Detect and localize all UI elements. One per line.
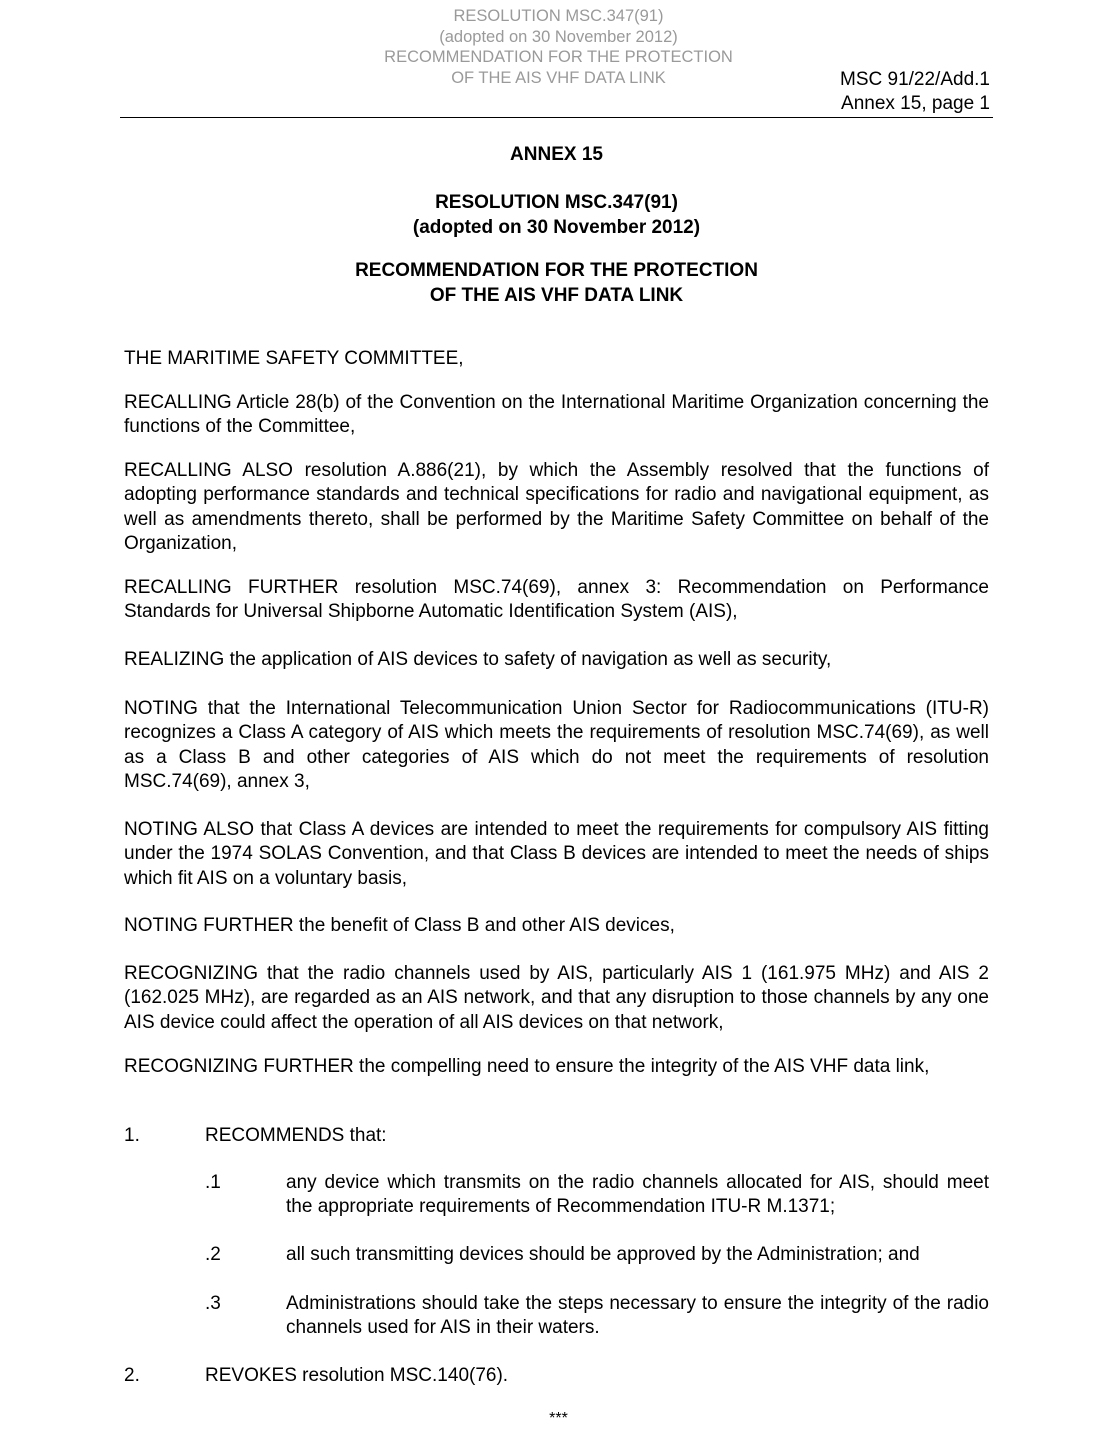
preamble-paragraph: RECALLING Article 28(b) of the Convention on the International Maritime Organization concerning the functions of the Committee, bbox=[124, 392, 989, 438]
preamble-paragraph: THE MARITIME SAFETY COMMITTEE, bbox=[124, 348, 464, 369]
resolution-heading bbox=[120, 191, 993, 240]
header-rule bbox=[120, 117, 993, 118]
end-marker: *** bbox=[549, 1410, 568, 1427]
sub-item-number: .3 bbox=[205, 1293, 221, 1314]
running-head-line: RECOMMENDATION FOR THE PROTECTION bbox=[384, 48, 733, 66]
item-number: 2. bbox=[124, 1365, 140, 1386]
title-line: OF THE AIS VHF DATA LINK bbox=[429, 284, 684, 306]
preamble-paragraph: RECALLING ALSO resolution A.886(21), by which the Assembly resolved that the functions of adopting performance standards and technical specifications for radio and navigational equipment, as well as amendments thereto, shall be performed by the Maritime Safety Committee on behalf of the Organization, bbox=[124, 460, 989, 554]
running-head-line: RESOLUTION MSC.347(91) bbox=[453, 7, 664, 25]
preamble-paragraph: NOTING ALSO that Class A devices are intended to meet the requirements for compulsory AIS fitting under the 1974 SOLAS Convention, and that Class B devices are intended to meet the needs of ships which fit AIS on a voluntary basis, bbox=[124, 819, 989, 889]
page-number: Annex 15, page 1 bbox=[841, 93, 990, 114]
running-head-line: (adopted on 30 November 2012) bbox=[439, 27, 678, 46]
running-head-line: OF THE AIS VHF DATA LINK bbox=[451, 68, 666, 87]
sub-item-text: all such transmitting devices should be approved by the Administration; and bbox=[286, 1244, 920, 1265]
resolution-number: RESOLUTION MSC.347(91) bbox=[435, 192, 678, 213]
annex-heading: ANNEX 15 bbox=[510, 144, 603, 165]
item-text: RECOMMENDS that: bbox=[205, 1125, 387, 1146]
item-number: 1. bbox=[124, 1125, 140, 1146]
document-reference bbox=[840, 68, 990, 116]
sub-item-number: .2 bbox=[205, 1244, 221, 1265]
document-symbol: MSC 91/22/Add.1 bbox=[840, 69, 990, 90]
sub-item-text: any device which transmits on the radio channels allocated for AIS, should meet the appropriate requirements of Recommendation ITU-R M.1371; bbox=[286, 1172, 989, 1218]
title-line: RECOMMENDATION FOR THE PROTECTION bbox=[355, 260, 758, 281]
preamble-paragraph: RECOGNIZING that the radio channels used by AIS, particularly AIS 1 (161.975 MHz) and AIS 2 (162.025 MHz), are regarded as an AIS network, and that any disruption to those channels by any one AIS device could affect the operation of all AIS devices on that network, bbox=[124, 963, 989, 1033]
preamble-paragraph: REALIZING the application of AIS devices to safety of navigation as well as security, bbox=[124, 649, 832, 670]
title-heading bbox=[120, 259, 993, 308]
preamble-paragraph: NOTING that the International Telecommunication Union Sector for Radiocommunications (ITU-R) recognizes a Class A category of AIS which meets the requirements of resolution MSC.74(69), as well as a Class B and other categories of AIS which do not meet the requirements of resolution MSC.74(69), annex 3, bbox=[124, 698, 989, 792]
item-text: REVOKES resolution MSC.140(76). bbox=[205, 1365, 509, 1386]
sub-item-text: Administrations should take the steps necessary to ensure the integrity of the radio channels used for AIS in their waters. bbox=[286, 1293, 989, 1339]
sub-item-number: .1 bbox=[205, 1172, 221, 1193]
adoption-date: (adopted on 30 November 2012) bbox=[412, 216, 701, 238]
preamble-paragraph: RECALLING FURTHER resolution MSC.74(69), annex 3: Recommendation on Performance Standards for Universal Shipborne Automatic Identification System (AIS), bbox=[124, 577, 989, 623]
preamble-paragraph: NOTING FURTHER the benefit of Class B and other AIS devices, bbox=[124, 915, 675, 936]
preamble-paragraph: RECOGNIZING FURTHER the compelling need to ensure the integrity of the AIS VHF data link, bbox=[124, 1056, 930, 1077]
